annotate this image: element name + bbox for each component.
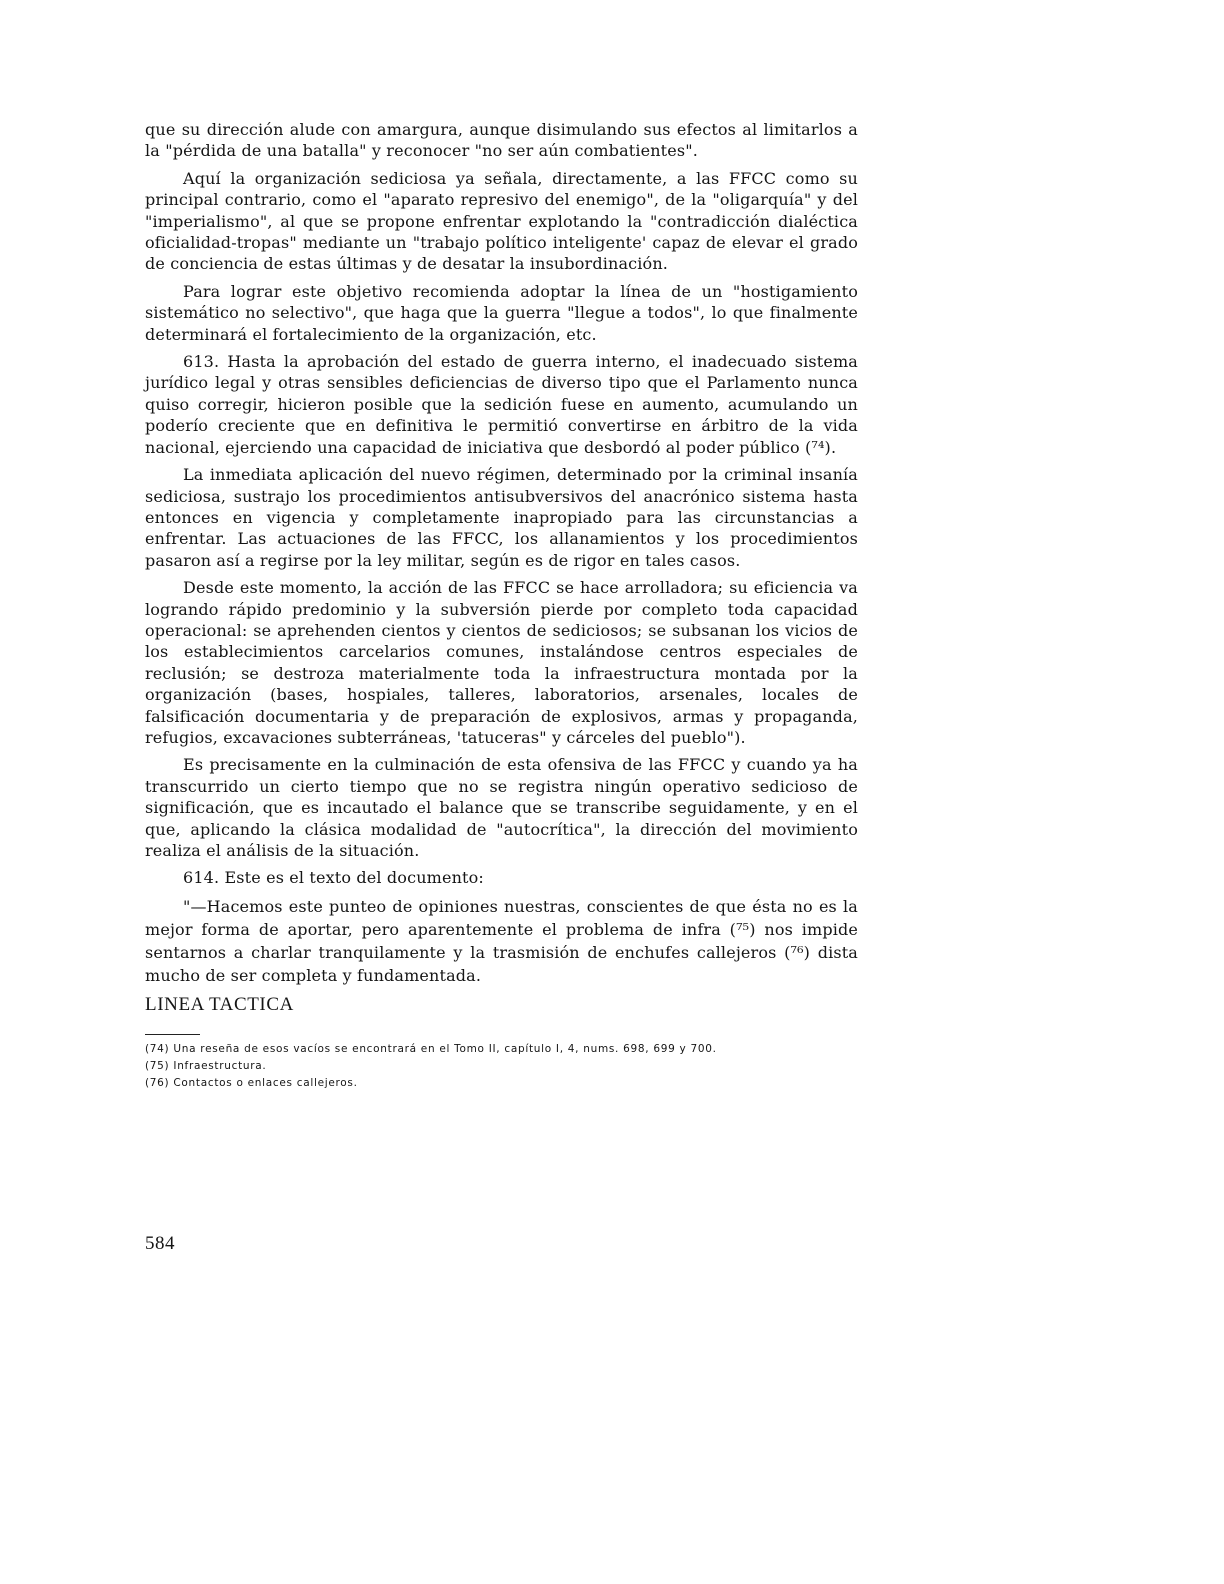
body-paragraph: que su dirección alude con amargura, aunque disimulando sus efectos al limitarlos a la "pérdida de una batalla" y reconocer "no ser aún combatientes".: [145, 120, 858, 161]
page-number: 584: [145, 1233, 175, 1254]
footnote-divider: [145, 1034, 200, 1035]
page-body: [145, 119, 858, 1092]
body-paragraph: Desde este momento, la acción de las FFCC se hace arrolladora; su eficiencia va logrando rápido predominio y la subversión pierde por completo toda capacidad operacional: se aprehenden cientos y cientos de sediciosos; se subsanan los vicios de los establecimientos carcelarios comunes, instalándose centros especiales de reclusión; se destroza materialmente toda la infraestructura montada por la organización (bases, hospiales, talleres, laboratorios, arsenales, locales de falsificación documentaria y de preparación de explosivos, armas y propaganda, refugios, excavaciones subterráneas, 'tatuceras" y cárceles del pueblo").: [145, 578, 858, 747]
body-paragraph: Es precisamente en la culminación de esta ofensiva de las FFCC y cuando ya ha transcurrido un cierto tiempo que no se registra ningún operativo sedicioso de significación, que es incautado el balance que se transcribe seguidamente, y en el que, aplicando la clásica modalidad de "autocrítica", la dirección del movimiento realiza el análisis de la situación.: [145, 755, 858, 860]
body-paragraph: Aquí la organización sediciosa ya señala, directamente, a las FFCC como su principal contrario, como el "aparato represivo del enemigo", de la "oligarquía" y del "imperialismo", al que se propone enfrentar explotando la "contradicción dialéctica oficialidad-tropas" mediante un "trabajo político inteligente' capaz de elevar el grado de conciencia de estas últimas y de desatar la insubordinación.: [145, 168, 858, 274]
body-paragraph: La inmediata aplicación del nuevo régimen, determinado por la criminal insanía sediciosa, sustrajo los procedimientos antisubversivos del anacrónico sistema hasta entonces en vigencia y completamente inapropiado para las circunstancias a enfrentar. Las actuaciones de las FFCC, los allanamientos y los procedimientos pasaron así a regirse por la ley militar, según es de rigor en tales casos.: [145, 465, 858, 570]
body-paragraph-613: 613. Hasta la aprobación del estado de guerra interno, el inadecuado sistema jurídico legal y otras sensibles deficiencias de diverso tipo que el Parlamento nunca quiso corregir, hicieron posible que la sedición fuese en aumento, acumulando un poderío creciente que en definitiva le permitió convertirse en árbitro de la vida nacional, ejerciendo una capacidad de iniciativa que desbordó al poder público (⁷⁴).: [145, 352, 858, 457]
body-paragraph-614: 614. Este es el texto del documento:: [183, 868, 484, 888]
footnote-75: (75) Infraestructura.: [145, 1059, 267, 1072]
section-heading: LINEA TACTICA: [145, 993, 294, 1015]
footnote-76: (76) Contactos o enlaces callejeros.: [145, 1076, 358, 1089]
body-paragraph: Para lograr este objetivo recomienda adoptar la línea de un "hostigamiento sistemático no selectivo", que haga que la guerra "llegue a todos", lo que finalmente determinará el fortalecimiento de la organización, etc.: [145, 281, 858, 344]
footnote-74: (74) Una reseña de esos vacíos se encontrará en el Tomo II, capítulo I, 4, nums. 698, 699 y 700.: [145, 1042, 717, 1055]
quoted-document-text: "—Hacemos este punteo de opiniones nuestras, conscientes de que ésta no es la mejor forma de aportar, pero aparentemente el problema de infra (⁷⁵) nos impide sentarnos a charlar tranquilamente y la trasmisión de enchufes callejeros (⁷⁶) dista mucho de ser completa y fundamentada.: [145, 896, 858, 985]
